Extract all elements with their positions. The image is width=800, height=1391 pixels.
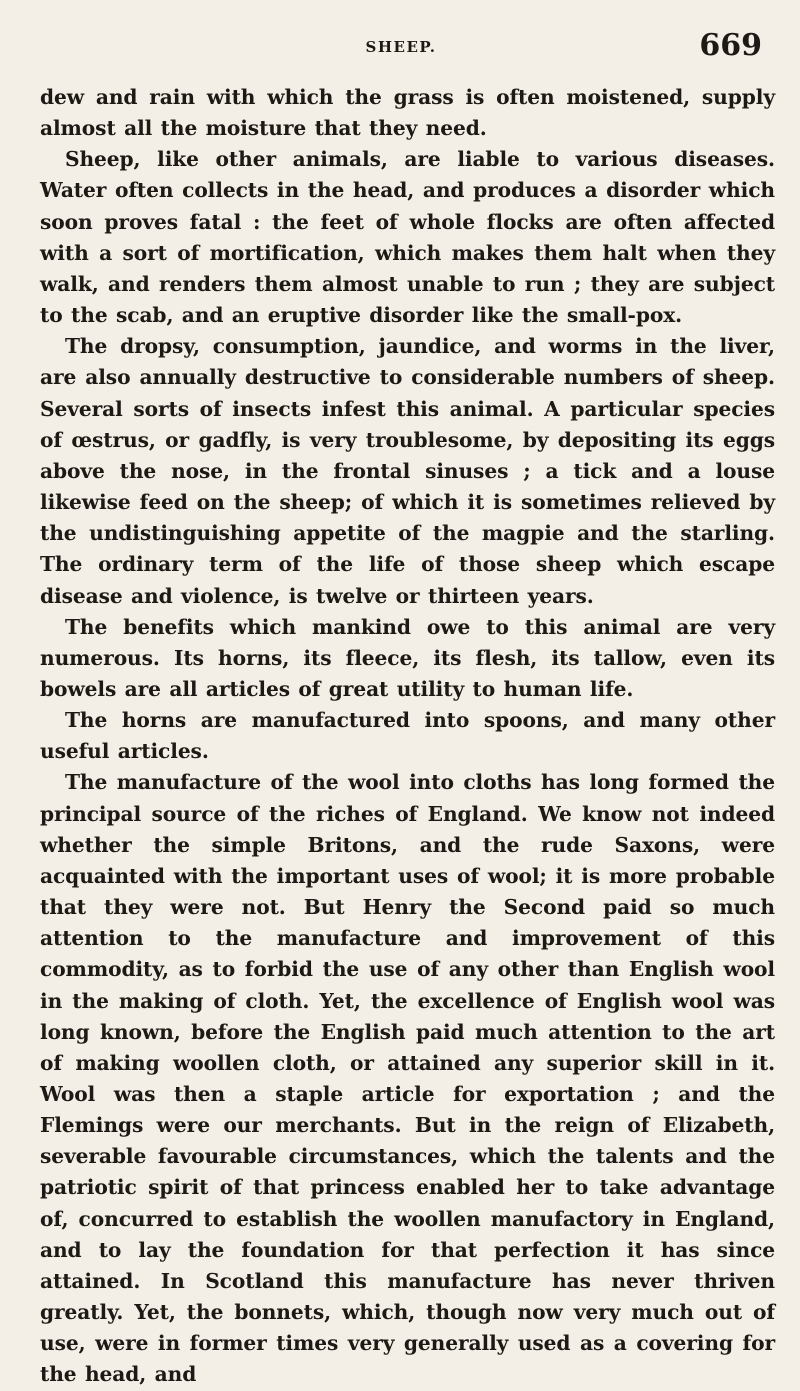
paragraph-dropsy-insects: The dropsy, consumption, jaundice, and worms in the liver, are also annually destructive to considerable numbers of sheep. Several sorts of insects infest this animal. A particular species of œstrus, or gadfly, is very troublesome, by depositing its eggs above the nose, in the frontal sinuses ; a tick and a louse likewise feed on the sheep; of which it is sometimes relieved by the undistinguishing appetite of the magpie and the starling. The ordinary term of the life of those sheep which escape disease and violence, is twelve or thirteen years. [40,334,775,608]
paragraph-diseases: Sheep, like other animals, are liable to various diseases. Water often collects in the head, and produces a disorder which soon proves fatal : the feet of whole flocks are often affected with a sort of mortification, which makes them halt when they walk, and renders them almost unable to run ; they are subject to the scab, and an eruptive disorder like the small-pox. [40,147,775,328]
paragraph-continuation: dew and rain with which the grass is often moistened, supply almost all the moisture that they need. [40,85,775,141]
page-number: 669 [699,28,762,63]
running-head [40,28,762,78]
paragraph-wool-manufacture: The manufacture of the wool into cloths has long formed the principal source of the riches of England. We know not indeed whether the simple Britons, and the rude Saxons, were acquainted with the important uses of wool; it is more probable that they were not. But Henry the Second paid so much attention to the manufacture and improvement of this commodity, as to forbid the use of any other than English wool in the making of cloth. Yet, the excellence of English wool was long known, before the English paid much attention to the art of making woollen cloth, or attained any superior skill in it. Wool was then a staple article for exportation ; and the Flemings were our merchants. But in the reign of Elizabeth, severable favourable circumstances, which the talents and the patriotic spirit of that princess enabled her to take advantage of, concurred to establish the woollen manufactory in England, and to lay the foundation for that perfection it has since attained. In Scotland this manufacture has never thriven greatly. Yet, the bonnets, which, though now very much out of use, were in former times very generally used as a covering for the head, and [40,770,775,1387]
paragraph-benefits: The benefits which mankind owe to this animal are very numerous. Its horns, its fleece, its flesh, its tallow, even its bowels are all articles of great utility to human life. [40,614,775,701]
body-text [40,82,775,1391]
paragraph-horns: The horns are manufactured into spoons, and many other useful articles. [40,708,775,764]
running-title: SHEEP. [365,38,437,56]
